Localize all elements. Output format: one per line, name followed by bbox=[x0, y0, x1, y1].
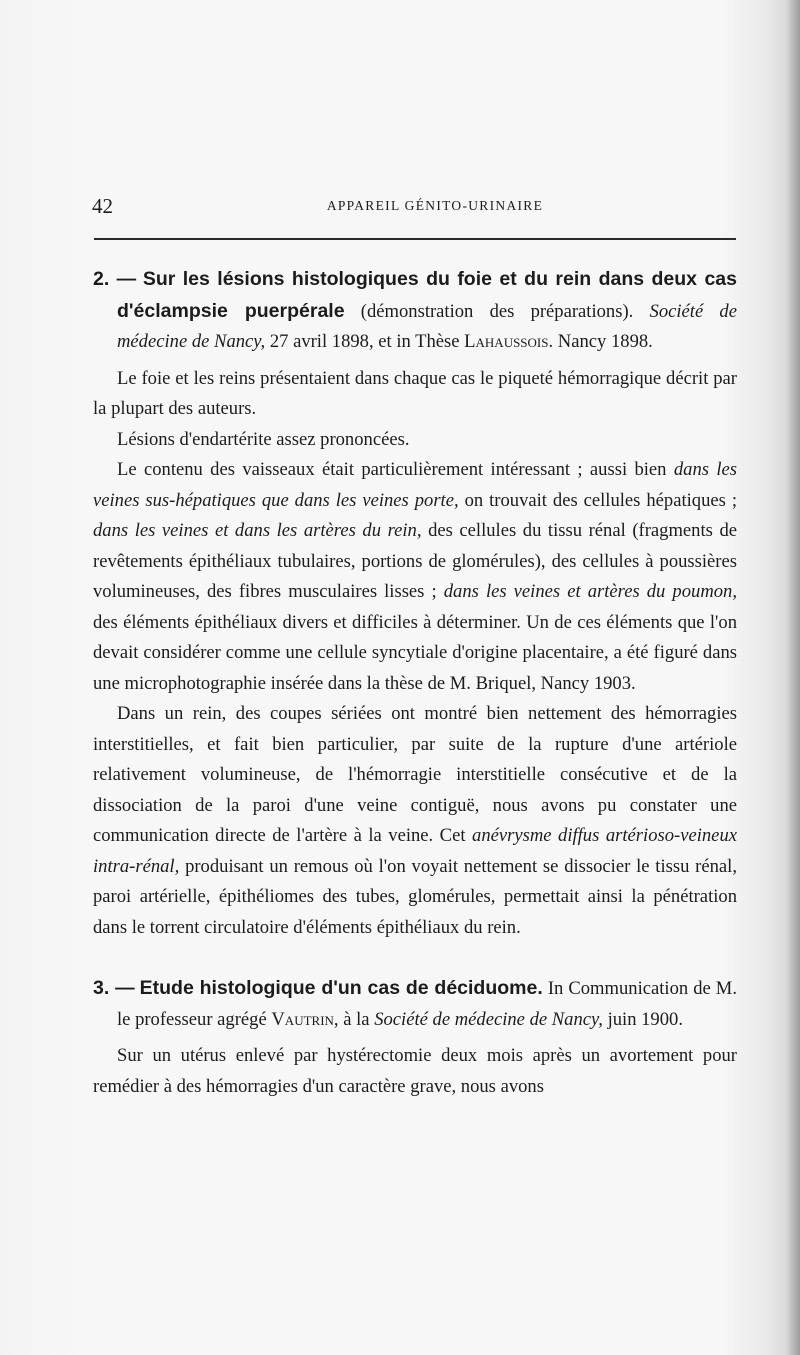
entry-number: 3. — bbox=[93, 977, 135, 999]
paragraph-italic: anévrysme diffus artérioso-veineux intra-rénal, bbox=[93, 825, 737, 877]
paragraph-text: des cellules du tissu rénal (fragments de revêtements épithéliaux tubulaires, portions de glomérules), des cellules à poussières volumineuses, des fibres musculaires lisses ; bbox=[93, 520, 737, 602]
paragraph-italic: dans les veines et artères du poumon, bbox=[443, 581, 737, 602]
paragraph bbox=[93, 699, 737, 943]
entry-note: à la bbox=[343, 1008, 370, 1030]
entry-date: 27 avril 1898, et in Thèse bbox=[269, 331, 460, 352]
spacer bbox=[93, 959, 737, 973]
entry-note: (démonstration des préparations). bbox=[360, 300, 634, 322]
paragraph-italic: dans les veines et dans les artères du rein, bbox=[93, 520, 422, 541]
header-rule bbox=[94, 238, 736, 240]
paragraph bbox=[93, 425, 737, 456]
entry-number: 2. — bbox=[93, 268, 137, 290]
entry-2 bbox=[93, 264, 737, 943]
entry-title: Etude histologique d'un cas de déciduome. bbox=[139, 977, 543, 999]
paragraph-text: Sur un utérus enlevé par hystérectomie deux mois après un avortement pour remédier à des hémorragies d'un caractère grave, nous avons bbox=[93, 1045, 737, 1097]
paragraph-italic: dans les veines sus-hépatiques que dans les veines porte, bbox=[93, 459, 737, 511]
paragraph-text: Lésions d'endartérite assez prononcées. bbox=[117, 428, 410, 450]
paragraph-text: Dans un rein, des coupes sériées ont montré bien nettement des hémorragies interstitielles, et fait bien particulier, par suite de la rupture d'une artériole relativement volumineuse, de l'hémorragie interstitielle consécutive et de la dissociation de la paroi d'une veine contiguë, nous avons pu constater une communication directe de l'artère à la veine. Cet bbox=[93, 703, 737, 846]
entry-3 bbox=[93, 973, 737, 1102]
entry-note: In Communication de M. le professeur agrégé bbox=[117, 978, 737, 1030]
paragraph-text: produisant un remous où l'on voyait nettement se dissocier le tissu rénal, paroi artérielle, épithéliomes des tubes, glomérules, permettait ainsi la pénétration dans le torrent circulatoire d'éléments épithéliaux du rein. bbox=[93, 855, 737, 938]
entry-author: Vautrin, bbox=[271, 1008, 339, 1030]
paragraph-text: des éléments épithéliaux divers et difficiles à déterminer. Un de ces éléments que l'on devait considérer comme une cellule syncytiale d'origine placentaire, a été figuré dans une microphotographie insérée dans la thèse de M. Briquel, Nancy 1903. bbox=[93, 611, 737, 694]
paragraph-text: Le contenu des vaisseaux était particulièrement intéressant ; aussi bien bbox=[117, 459, 667, 480]
entry-2-heading bbox=[93, 264, 737, 358]
running-head: APPAREIL GÉNITO-URINAIRE bbox=[326, 198, 544, 213]
page-header bbox=[92, 194, 738, 222]
entry-title: Sur les lésions histologiques du foie et du rein dans deux cas d'éclampsie puerpérale bbox=[117, 268, 737, 322]
paragraph bbox=[93, 1041, 737, 1102]
entry-source: Société de médecine de Nancy, bbox=[117, 300, 737, 352]
page-edge-shadow bbox=[786, 0, 800, 1355]
paragraph bbox=[93, 364, 737, 425]
page-body bbox=[93, 264, 737, 1118]
entry-3-heading bbox=[93, 973, 737, 1035]
paragraph-text: on trouvait des cellules hépatiques ; bbox=[464, 489, 737, 511]
page-number: 42 bbox=[92, 194, 113, 218]
entry-author: Lahaussois. bbox=[464, 331, 554, 352]
entry-source: Société de médecine de Nancy, bbox=[374, 1008, 603, 1030]
paragraph bbox=[93, 455, 737, 699]
entry-place: Nancy 1898. bbox=[557, 331, 653, 352]
entry-date: juin 1900. bbox=[607, 1008, 683, 1030]
paragraph-text: Le foie et les reins présentaient dans chaque cas le piqueté hémorragique décrit par la plupart des auteurs. bbox=[93, 367, 737, 419]
